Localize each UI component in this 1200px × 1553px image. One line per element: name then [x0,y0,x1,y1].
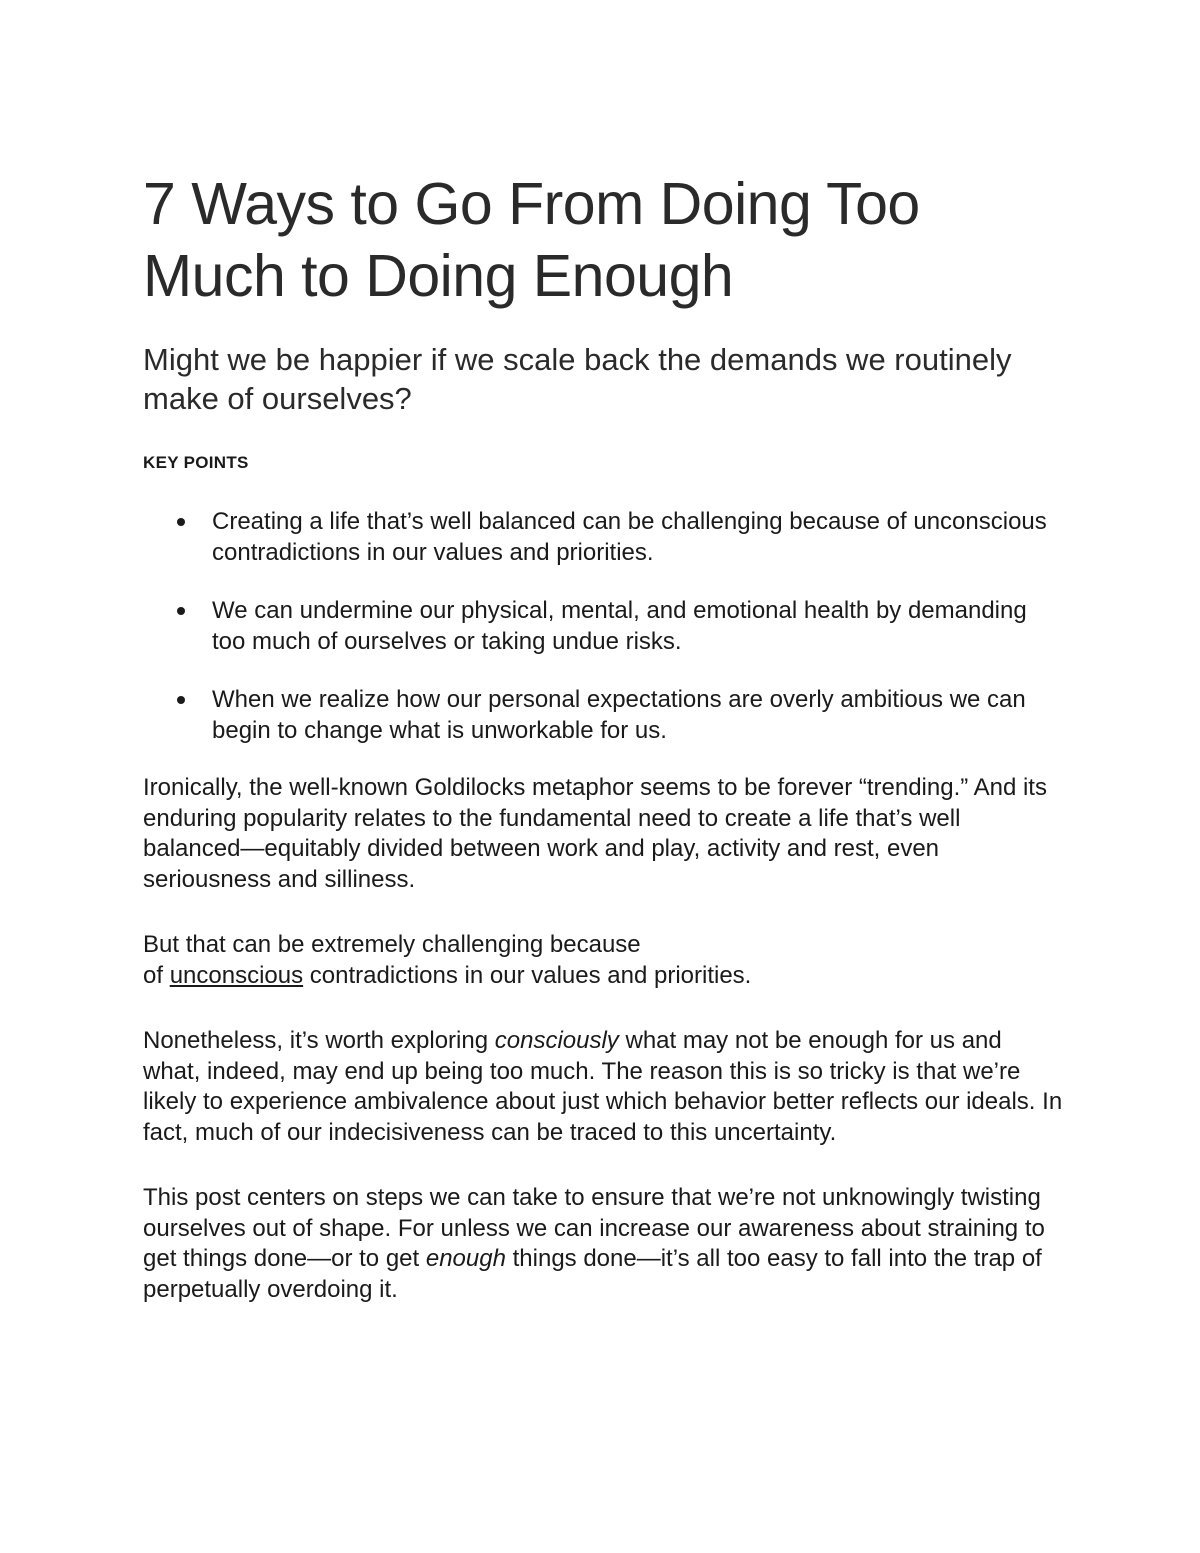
bullet-icon [177,518,185,526]
p3-text-1: Nonetheless, it’s worth exploring [143,1027,495,1054]
p3-emphasis: consciously [494,1027,619,1054]
p2-text-2: of [143,961,164,989]
bullet-icon [177,607,185,615]
key-points-list [143,506,1063,746]
p4-text-2: things done—it’s all too easy to fall into the trap of perpetually overdoing it. [143,1245,1042,1303]
key-point-item [143,684,1063,746]
key-point-text: We can undermine our physical, mental, and emotional health by demanding too much of ourselves or taking undue risks. [212,597,1027,655]
unconscious-link[interactable]: unconscious [169,961,304,989]
p2-text-1: But that can be extremely challenging because [143,931,641,958]
body-paragraph-2 [143,930,1063,991]
body-paragraph-1: Ironically, the well-known Goldilocks metaphor seems to be forever “trending.” And its enduring popularity relates to the fundamental need to create a life that’s well balanced—equitably divided between work and play, activity and rest, even seriousness and silliness. [143,774,1047,893]
article-title [143,168,1063,312]
body-paragraph-3 [143,1026,1063,1148]
article-subtitle: Might we be happier if we scale back the demands we routinely make of ourselves? [143,342,1012,416]
p4-text-1: This post centers on steps we can take to ensure that we’re not unknowingly twisting ourselves out of shape. For unless we can increase our awareness about straining to get things done—or to get [143,1184,1045,1272]
key-point-text: Creating a life that’s well balanced can be challenging because of unconscious contradictions in our values and priorities. [212,508,1047,566]
title-line-1: 7 Ways to Go From Doing Too [143,171,920,237]
article [143,168,1063,1340]
key-points-label: KEY POINTS [143,453,249,472]
p2-text-3: contradictions in our values and priorities. [303,961,752,989]
title-line-2: Much to Doing Enough [143,243,734,309]
p4-emphasis: enough [425,1245,506,1272]
key-point-item [143,595,1063,657]
bullet-icon [177,696,185,704]
p3-text-2: what may not be enough for us and what, indeed, may end up being too much. The reason this is so tricky is that we’re likely to experience ambivalence about just which behavior better reflects our ideals. In fact, much of our indecisiveness can be traced to this uncertainty. [143,1027,1063,1146]
key-point-item [143,506,1063,568]
body-paragraph-4 [143,1183,1063,1305]
key-point-text: When we realize how our personal expectations are overly ambitious we can begin to change what is unworkable for us. [212,686,1026,744]
